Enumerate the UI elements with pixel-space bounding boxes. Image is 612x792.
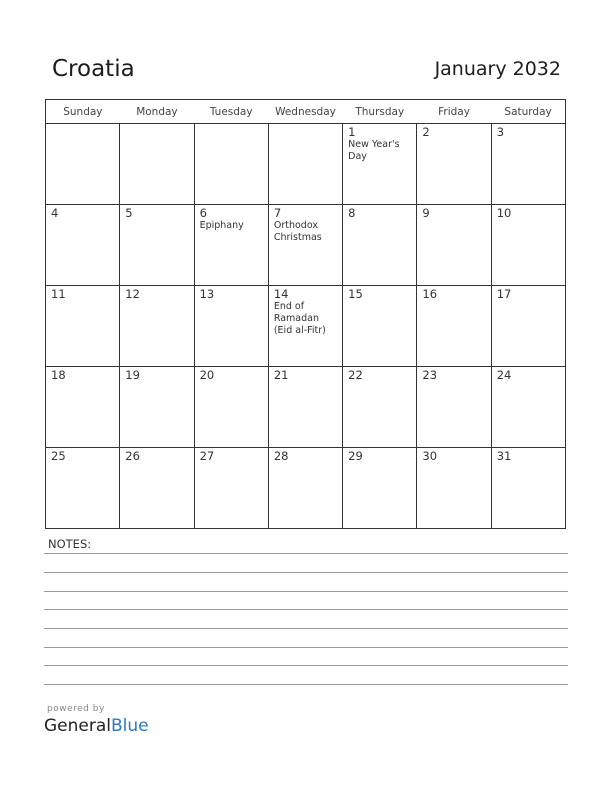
calendar-day-cell — [194, 124, 268, 205]
calendar-day-cell — [491, 286, 565, 367]
day-number: 27 — [199, 449, 215, 463]
day-number: 26 — [125, 449, 140, 463]
day-number: 25 — [51, 449, 66, 463]
calendar-day-cell — [268, 367, 342, 448]
day-number: 4 — [51, 206, 59, 220]
calendar-day-cell — [46, 124, 120, 205]
calendar-grid — [45, 99, 566, 529]
note-line — [44, 591, 568, 592]
calendar-day-cell — [46, 367, 120, 448]
calendar-day-cell — [491, 448, 565, 529]
day-number: 29 — [348, 449, 363, 463]
calendar-day-cell — [491, 367, 565, 448]
day-number: 8 — [348, 206, 356, 220]
day-number: 28 — [273, 449, 289, 463]
calendar-week-row — [46, 124, 566, 205]
day-number: 20 — [199, 368, 215, 382]
calendar-day-cell — [194, 205, 268, 286]
day-number: 23 — [422, 368, 438, 382]
calendar-day-cell — [268, 124, 342, 205]
logo-blue-text: Blue — [111, 716, 149, 736]
calendar-day-cell — [120, 367, 194, 448]
calendar-day-cell — [194, 286, 268, 367]
note-line — [44, 684, 568, 685]
day-number: 3 — [496, 125, 505, 139]
calendar-month-title: January 2032 — [434, 58, 561, 80]
calendar-day-cell — [120, 286, 194, 367]
note-line — [44, 609, 568, 610]
day-number: 24 — [496, 368, 512, 382]
note-line — [44, 647, 568, 648]
day-number: 31 — [496, 449, 512, 463]
calendar-day-cell — [120, 124, 194, 205]
notes-label: NOTES: — [48, 537, 92, 551]
day-number: 19 — [125, 368, 140, 382]
day-number: 10 — [496, 206, 512, 220]
weekday-header: Thursday — [343, 100, 417, 124]
calendar-day-cell — [268, 448, 342, 529]
calendar-day-cell — [417, 448, 491, 529]
calendar-week-row — [46, 448, 566, 529]
day-number: 22 — [348, 368, 363, 382]
calendar-day-cell — [120, 448, 194, 529]
day-number: 2 — [422, 125, 430, 139]
calendar-week-row — [46, 367, 566, 448]
calendar-day-cell — [120, 205, 194, 286]
calendar-day-cell — [46, 448, 120, 529]
calendar-day-cell — [343, 124, 417, 205]
calendar-day-cell — [46, 286, 120, 367]
calendar-day-cell — [343, 286, 417, 367]
holiday-label: New Year's Day — [348, 139, 400, 162]
note-line — [44, 628, 568, 629]
calendar-day-cell — [491, 124, 565, 205]
day-number: 18 — [51, 368, 66, 382]
calendar-day-cell — [268, 205, 342, 286]
logo-general-text: General — [44, 716, 111, 736]
calendar-week-row — [46, 205, 566, 286]
day-number: 9 — [422, 206, 430, 220]
calendar-day-cell — [194, 367, 268, 448]
calendar-week-row — [46, 286, 566, 367]
note-line — [44, 553, 568, 554]
calendar-day-cell — [417, 286, 491, 367]
day-number: 15 — [348, 287, 363, 301]
weekday-header: Monday — [120, 100, 194, 124]
note-line — [44, 572, 568, 573]
calendar-day-cell — [491, 205, 565, 286]
calendar-day-cell — [343, 205, 417, 286]
day-number: 11 — [51, 287, 66, 301]
day-number: 13 — [199, 287, 215, 301]
calendar-day-cell — [194, 448, 268, 529]
day-number: 21 — [273, 368, 289, 382]
weekday-header: Sunday — [46, 100, 120, 124]
weekday-header-row — [46, 100, 566, 124]
powered-by-text: powered by — [47, 704, 105, 714]
calendar-day-cell — [343, 448, 417, 529]
calendar-day-cell — [268, 286, 342, 367]
weekday-header: Tuesday — [194, 100, 268, 124]
day-number: 16 — [422, 287, 438, 301]
calendar-day-cell — [417, 205, 491, 286]
holiday-label: End of Ramadan (Eid al-Fitr) — [273, 301, 326, 336]
weekday-header: Wednesday — [268, 100, 342, 124]
calendar-day-cell — [343, 367, 417, 448]
day-number: 7 — [273, 206, 282, 220]
day-number: 6 — [199, 206, 207, 220]
day-number: 5 — [125, 206, 133, 220]
day-number: 30 — [422, 449, 438, 463]
day-number: 14 — [273, 287, 289, 301]
weekday-header: Friday — [417, 100, 491, 124]
note-line — [44, 665, 568, 666]
calendar-day-cell — [417, 367, 491, 448]
calendar-day-cell — [417, 124, 491, 205]
day-number: 17 — [496, 287, 512, 301]
generalblue-logo[interactable] — [44, 716, 149, 736]
day-number: 12 — [125, 287, 140, 301]
weekday-header: Saturday — [491, 100, 565, 124]
holiday-label: Orthodox Christmas — [273, 220, 322, 243]
calendar-day-cell — [46, 205, 120, 286]
calendar-country-title: Croatia — [52, 56, 135, 82]
day-number: 1 — [348, 125, 356, 139]
holiday-label: Epiphany — [199, 220, 244, 231]
